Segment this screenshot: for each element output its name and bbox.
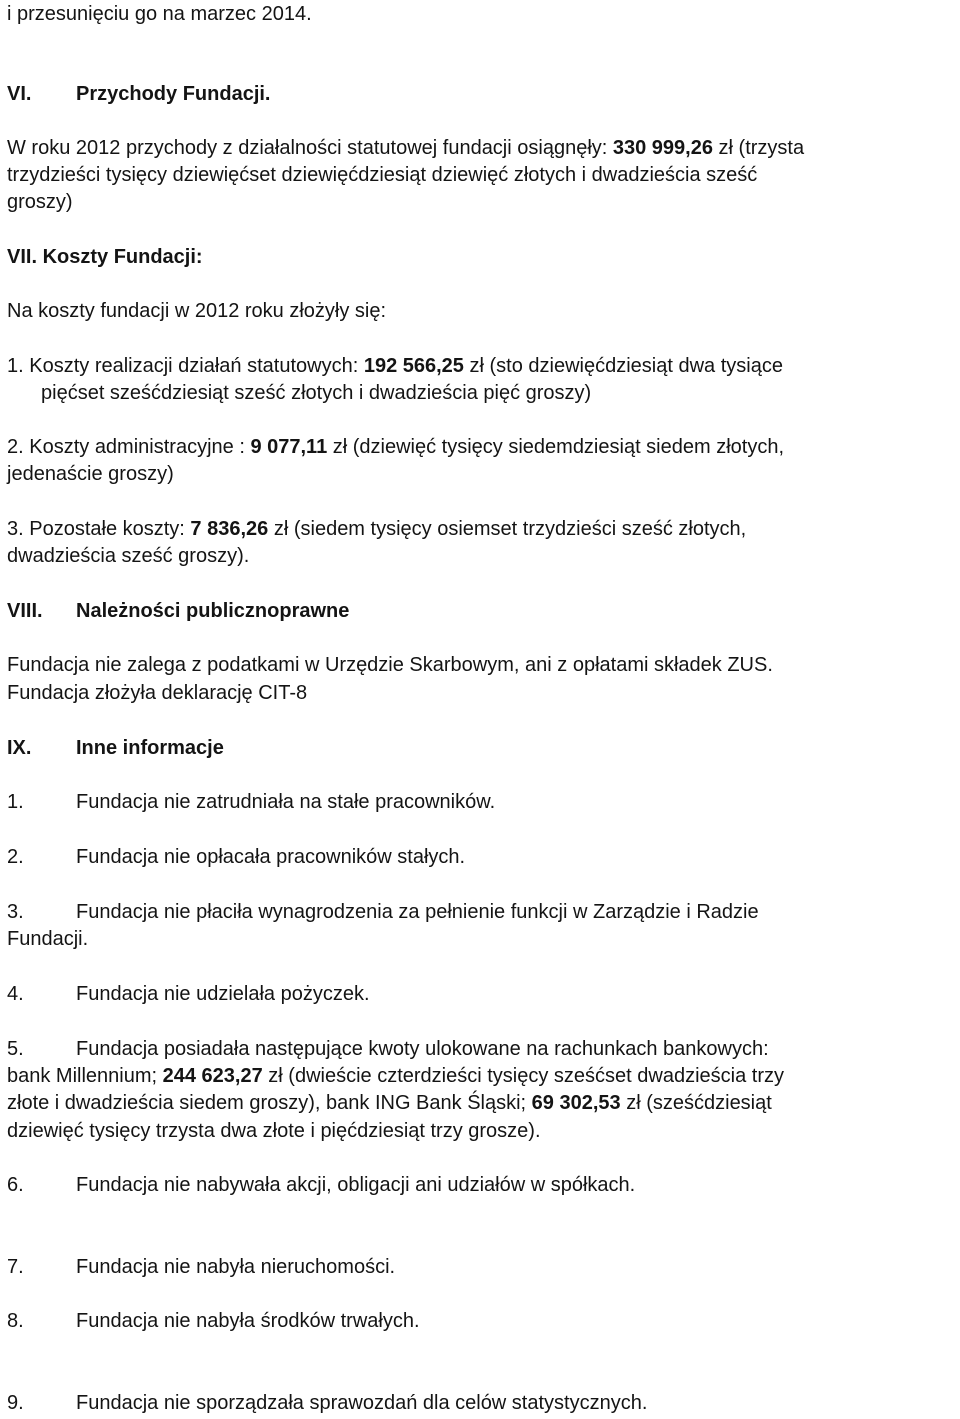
revenue-paragraph-line2: trzydzieści tysięcy dziewięćset dziewięćdziesiąt dziewięć złotych i dwadzieścia sześć <box>7 164 758 186</box>
cost-item-2: 2. Koszty administracyjne : 9 077,11 zł (dziewięć tysięcy siedemdziesiąt siedem złotych, <box>7 436 785 458</box>
section-7-heading: VII. Koszty Fundacji: <box>7 246 203 268</box>
tax-paragraph-line1: Fundacja nie zalega z podatkami w Urzędzie Skarbowym, ani z opłatami składek ZUS. <box>7 654 773 676</box>
revenue-amount: 330 999,26 <box>612 137 713 159</box>
intro-line: i przesunięciu go na marzec 2014. <box>7 3 312 25</box>
cost-item-1: 1. Koszty realizacji działań statutowych: 192 566,25 zł (sto dziewięćdziesiąt dwa tysiące <box>7 355 783 377</box>
cost-item-2-line2: jedenaście groszy) <box>7 463 174 485</box>
section-number: IX. <box>7 737 32 759</box>
info-item-7: 7. Fundacja nie nabyła nieruchomości. <box>7 1256 396 1278</box>
section-title: Inne informacje <box>76 737 224 759</box>
cost-item-3: 3. Pozostałe koszty: 7 836,26 zł (siedem tysięcy osiemset trzydzieści sześć złotych, <box>7 518 747 540</box>
cost-amount: 9 077,11 <box>250 436 328 458</box>
tax-paragraph-line2: Fundacja złożyła deklarację CIT-8 <box>7 682 308 704</box>
info-item-3: 3. Fundacja nie płaciła wynagrodzenia za pełnienie funkcji w Zarządzie i Radzie <box>7 901 759 923</box>
costs-intro: Na koszty fundacji w 2012 roku złożyły się: <box>7 300 387 322</box>
bank-amount: 244 623,27 <box>162 1065 263 1087</box>
section-number: VI. <box>7 83 32 105</box>
info-item-5-line4: dziewięć tysięcy trzysta dwa złote i pięćdziesiąt trzy grosze). <box>7 1120 541 1142</box>
section-8-heading <box>7 599 349 623</box>
info-item-5-line2: bank Millennium; 244 623,27 zł (dwieście czterdzieści tysięcy sześćset dwadzieścia trzy <box>7 1065 784 1087</box>
bank-amount: 69 302,53 <box>531 1092 621 1114</box>
revenue-paragraph-line3: groszy) <box>7 191 73 213</box>
revenue-paragraph: W roku 2012 przychody z działalności statutowej fundacji osiągnęły: 330 999,26 zł (trzysta <box>7 137 805 159</box>
cost-amount: 7 836,26 <box>190 518 269 540</box>
info-item-4: 4. Fundacja nie udzielała pożyczek. <box>7 983 370 1005</box>
cost-amount: 192 566,25 <box>363 355 464 377</box>
info-item-3-line2: Fundacji. <box>7 928 89 950</box>
section-title: Należności publicznoprawne <box>76 600 350 622</box>
cost-item-3-line2: dwadzieścia sześć groszy). <box>7 545 250 567</box>
section-title: Przychody Fundacji. <box>76 83 271 105</box>
info-item-2: 2. Fundacja nie opłacała pracowników stałych. <box>7 846 466 868</box>
info-item-5: 5. Fundacja posiadała następujące kwoty ulokowane na rachunkach bankowych: <box>7 1038 769 1060</box>
section-number: VIII. <box>7 600 43 622</box>
info-item-8: 8. Fundacja nie nabyła środków trwałych. <box>7 1310 420 1332</box>
info-item-1: 1. Fundacja nie zatrudniała na stałe pracowników. <box>7 791 496 813</box>
info-item-6: 6. Fundacja nie nabywała akcji, obligacji ani udziałów w spółkach. <box>7 1174 636 1196</box>
info-item-5-line3: złote i dwadzieścia siedem groszy), bank ING Bank Śląski; 69 302,53 zł (sześćdziesiąt <box>7 1092 772 1114</box>
info-item-9: 9. Fundacja nie sporządzała sprawozdań dla celów statystycznych. <box>7 1392 648 1414</box>
section-9-heading <box>7 736 224 760</box>
cost-item-1-line2: pięćset sześćdziesiąt sześć złotych i dwadzieścia pięć groszy) <box>41 382 592 404</box>
section-6-heading <box>7 82 270 106</box>
